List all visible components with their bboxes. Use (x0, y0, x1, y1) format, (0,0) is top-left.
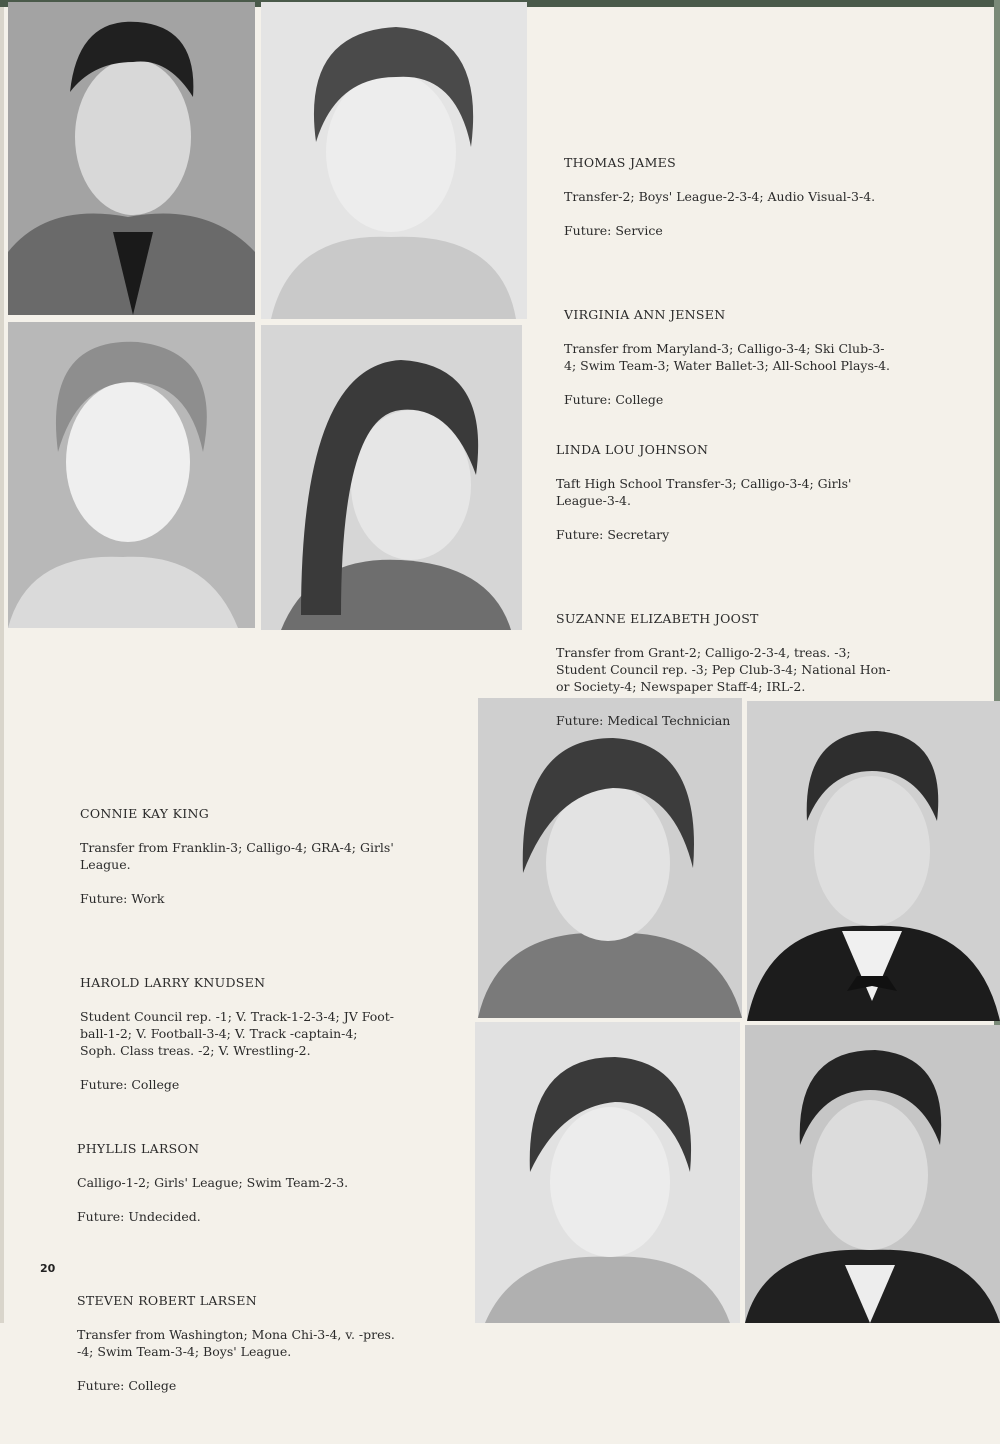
entry-activities: Student Council rep. -1; V. Track-1-2-3-4; JV Foot- ball-1-2; V. Football-3-4; V. Track -captain-4; Soph. Class treas. -2; V. Wrestling-2. (80, 1009, 395, 1058)
entry-future: Future: College (77, 1378, 177, 1393)
entry-activities: Transfer from Maryland-3; Calligo-3-4; Ski Club-3- 4; Swim Team-3; Water Ballet-3; All-School Plays-4. (564, 341, 891, 373)
entry-name: VIRGINIA ANN JENSEN (564, 307, 726, 322)
entry-activities: Transfer from Franklin-3; Calligo-4; GRA-4; Girls' League. (80, 840, 394, 872)
entry-harold-larry-knudsen (80, 957, 460, 1110)
page-left-edge (0, 0, 4, 1323)
portrait-photo-linda-lou-johnson (8, 322, 255, 628)
entry-linda-lou-johnson (556, 424, 956, 560)
entry-name: STEVEN ROBERT LARSEN (77, 1293, 257, 1308)
entry-activities: Transfer from Grant-2; Calligo-2-3-4, treas. -3; Student Council rep. -3; Pep Club-3-4; National Hon- or Society-4; Newspaper Staff-4; IRL-2. (556, 645, 891, 694)
entry-future: Future: Secretary (556, 527, 670, 542)
entry-name: LINDA LOU JOHNSON (556, 442, 709, 457)
entry-future: Future: Work (80, 891, 165, 906)
portrait-photo-phyllis-larson (475, 1022, 740, 1323)
entry-thomas-james (564, 137, 964, 256)
entry-name: HAROLD LARRY KNUDSEN (80, 975, 266, 990)
entry-suzanne-elizabeth-joost (556, 593, 956, 746)
entry-activities: Transfer from Washington; Mona Chi-3-4, v. -pres. -4; Swim Team-3-4; Boys' League. (77, 1327, 395, 1359)
page-number: 20 (40, 1262, 56, 1275)
caption-block-bottom-left (77, 1106, 457, 1444)
entry-activities: Transfer-2; Boys' League-2-3-4; Audio Visual-3-4. (564, 189, 876, 204)
portrait-photo-steven-robert-larsen (745, 1025, 1000, 1323)
entry-future: Future: Service (564, 223, 663, 238)
entry-activities: Taft High School Transfer-3; Calligo-3-4; Girls' League-3-4. (556, 476, 852, 508)
entry-name: THOMAS JAMES (564, 155, 676, 170)
entry-phyllis-larson (77, 1123, 457, 1242)
entry-name: SUZANNE ELIZABETH JOOST (556, 611, 759, 626)
portrait-photo-thomas-james (8, 2, 255, 315)
entry-virginia-ann-jensen (564, 289, 964, 425)
portrait-photo-virginia-ann-jensen (261, 2, 527, 319)
entry-name: CONNIE KAY KING (80, 806, 209, 821)
entry-future: Future: College (564, 392, 664, 407)
entry-steven-robert-larsen (77, 1275, 457, 1411)
entry-future: Future: Medical Technician (556, 713, 731, 728)
caption-block-middle (556, 407, 956, 779)
entry-activities: Calligo-1-2; Girls' League; Swim Team-2-3. (77, 1175, 349, 1190)
entry-connie-kay-king (80, 788, 460, 924)
caption-block-lower-left (80, 771, 460, 1143)
entry-name: PHYLLIS LARSON (77, 1141, 200, 1156)
entry-future: Future: Undecided. (77, 1209, 201, 1224)
entry-future: Future: College (80, 1077, 180, 1092)
portrait-photo-suzanne-elizabeth-joost (261, 325, 522, 630)
